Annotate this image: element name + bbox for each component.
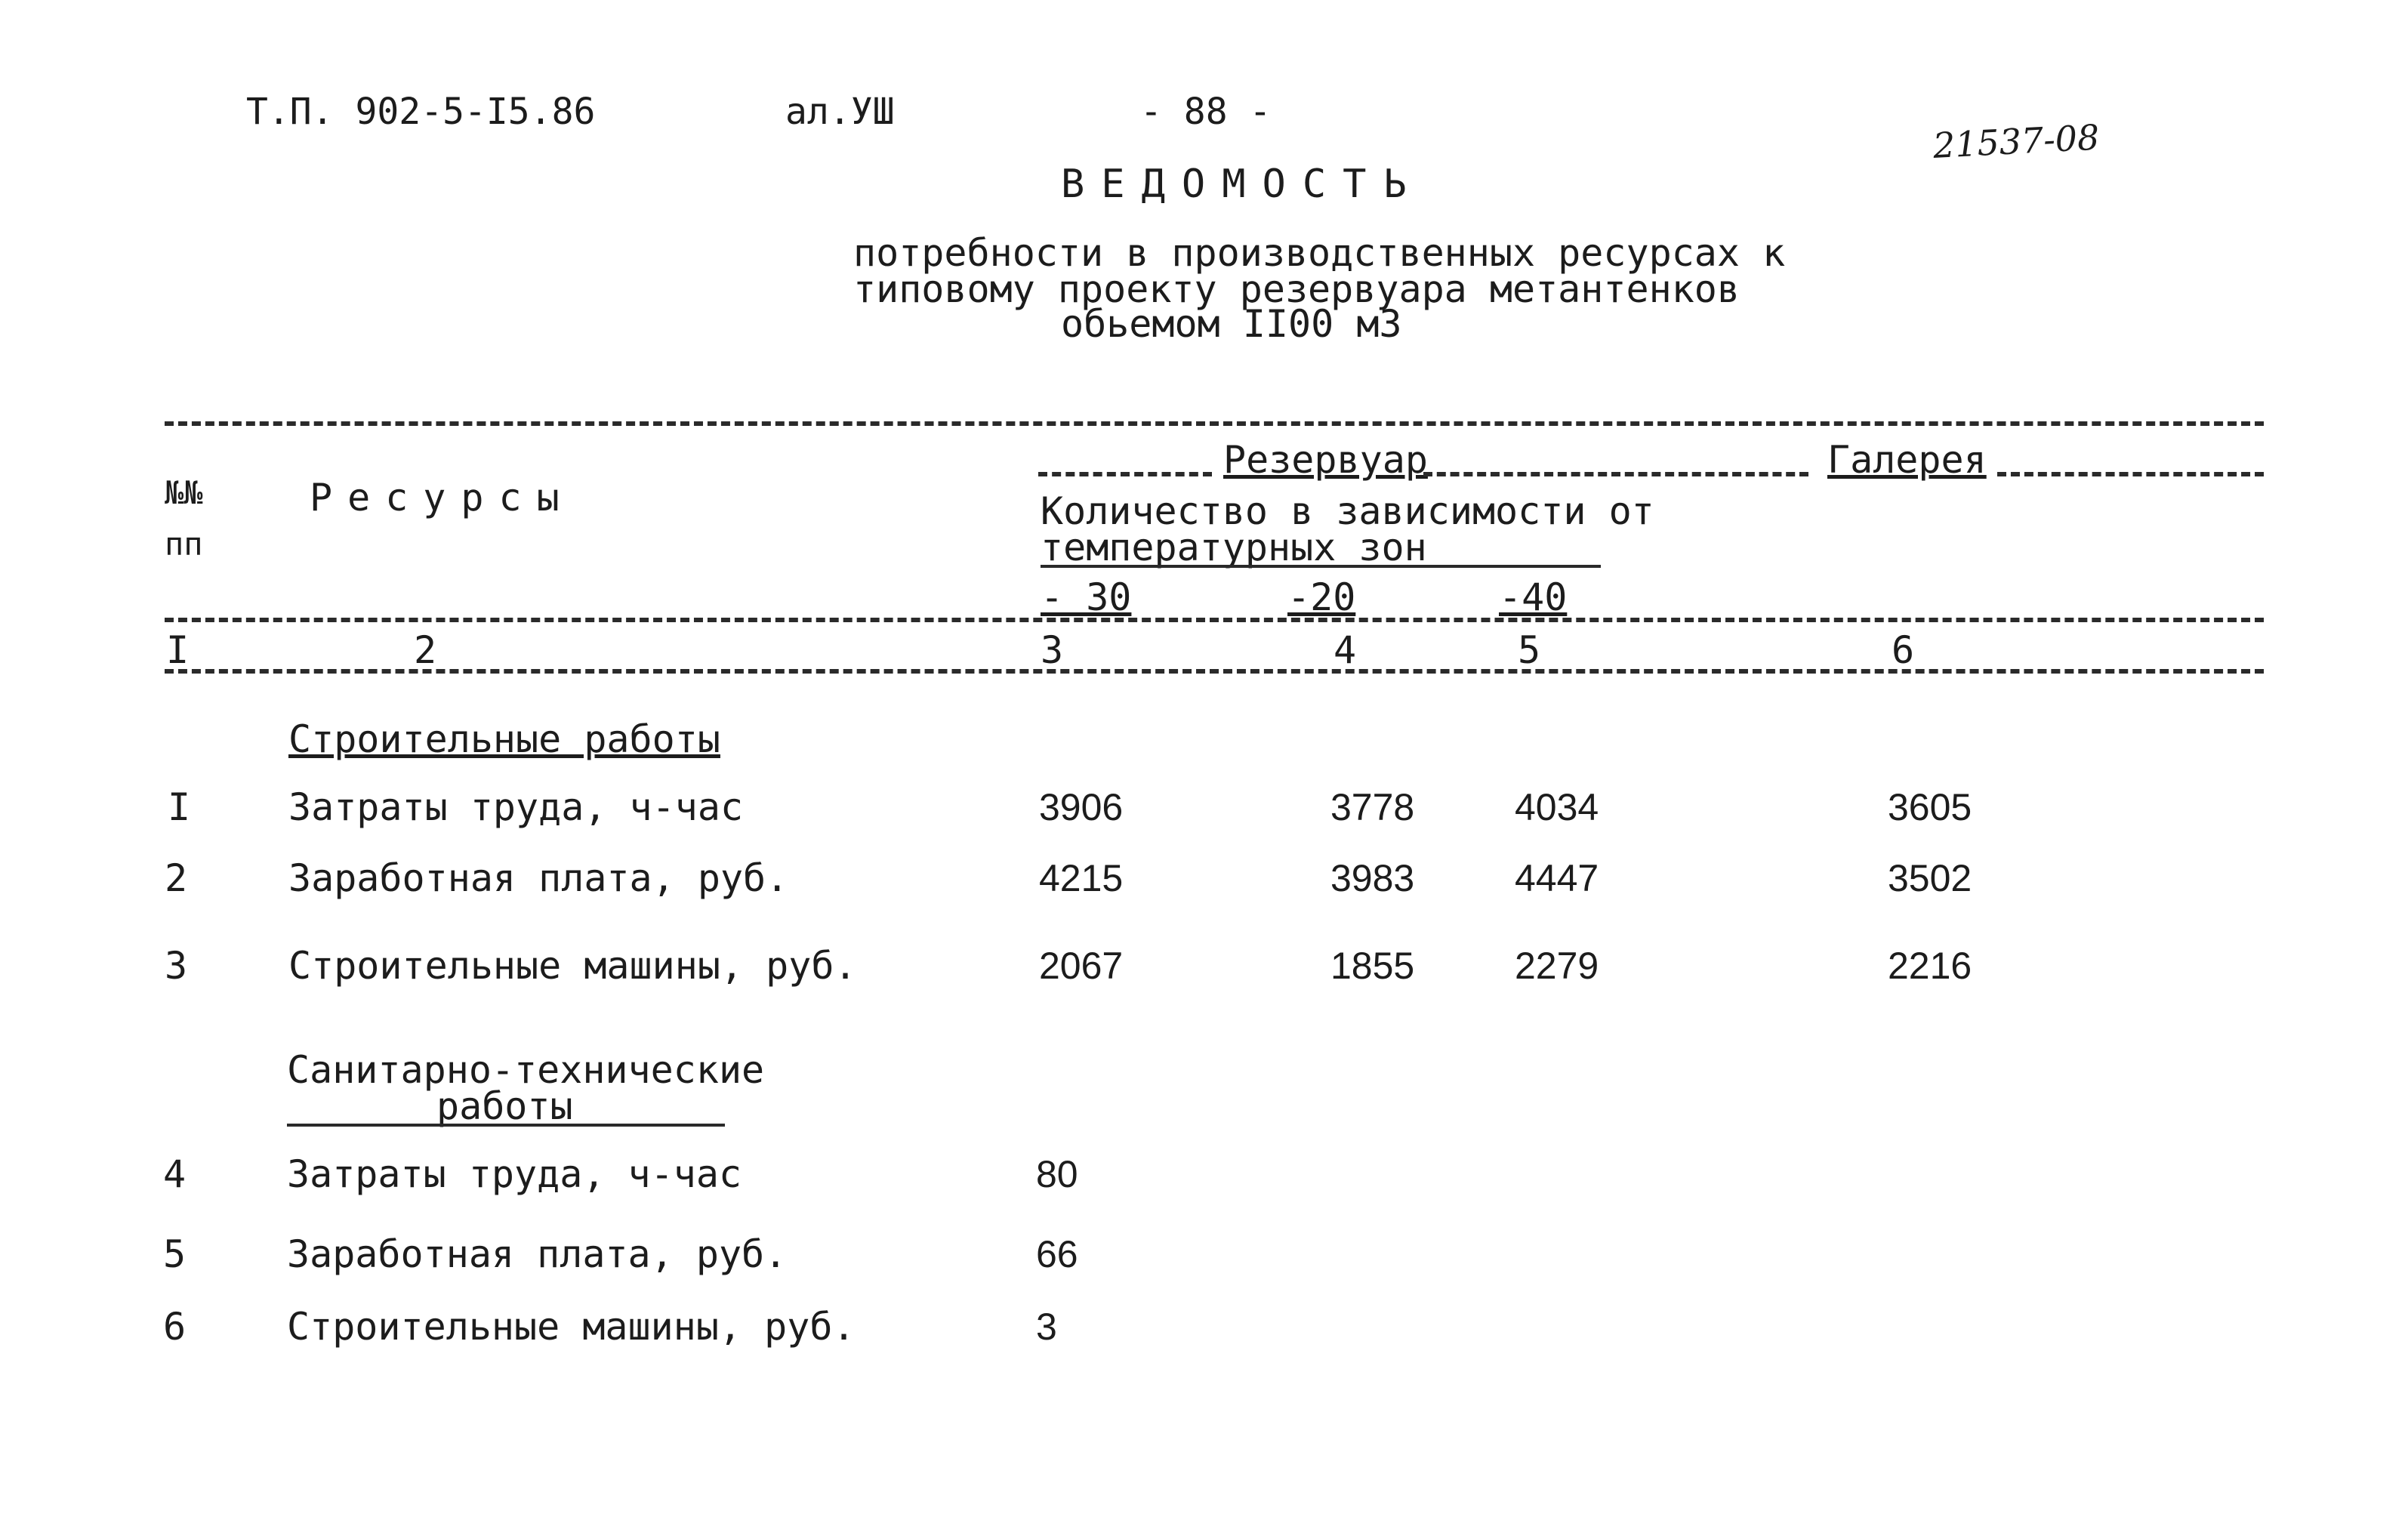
row-value-minus-40: 2279 (1515, 945, 1599, 987)
quantity-label-2: температурных зон (1041, 526, 1427, 569)
document-title: ВЕДОМОСТЬ (1061, 162, 1423, 207)
section-title-line-1: Санитарно-технические (287, 1048, 765, 1092)
row-number: 5 (163, 1232, 187, 1276)
row-value-minus-30: 3 (1036, 1306, 1057, 1348)
row-value-minus-20: 3778 (1330, 786, 1415, 828)
row-value-minus-20: 3983 (1330, 857, 1415, 899)
zone-minus-40: -40 (1499, 575, 1568, 619)
row-value-minus-30: 2067 (1039, 945, 1124, 987)
col-number-4: 4 (1333, 628, 1357, 672)
row-value-gallery: 3502 (1888, 857, 1972, 899)
row-number: 6 (163, 1305, 187, 1349)
group-gallery-label: Галерея (1827, 438, 1987, 482)
quantity-underline (1041, 565, 1601, 568)
header-bottom-rule (165, 669, 2264, 674)
section-title-underline (287, 1124, 725, 1127)
page-number: - 88 - (1140, 91, 1272, 133)
row-value-minus-40: 4034 (1515, 786, 1599, 828)
row-value-minus-20: 1855 (1330, 945, 1415, 987)
row-number: 4 (163, 1152, 187, 1196)
section-title-line-2: работы (436, 1084, 573, 1128)
handwritten-number: 21537-08 (1932, 116, 2101, 166)
col-number-5: 5 (1518, 628, 1541, 672)
row-value-minus-30: 66 (1036, 1233, 1078, 1275)
row-number: I (168, 785, 191, 829)
row-name: Строительные машины, руб. (288, 944, 857, 988)
col-number-2: 2 (414, 628, 437, 672)
subtitle-line-1: потребности в производственных ресурсах к (853, 231, 1786, 275)
row-value-minus-30: 4215 (1039, 857, 1124, 899)
col-number-3: 3 (1041, 628, 1064, 672)
zone-minus-20: -20 (1287, 575, 1356, 619)
row-value-minus-40: 4447 (1515, 857, 1599, 899)
col-no-label-2: пп (165, 526, 203, 563)
section-title: Строительные работы (288, 717, 720, 761)
row-name: Затраты труда, ч-час (287, 1152, 742, 1196)
reservoir-rule-left (1038, 472, 1212, 476)
col-number-1: I (166, 628, 190, 672)
reservoir-rule-right (1423, 472, 1808, 476)
subtitle-line-3: обьемом II00 м3 (1061, 302, 1402, 346)
row-value-minus-30: 3906 (1039, 786, 1124, 828)
document-code: Т.П. 902-5-I5.86 (246, 91, 596, 133)
header-mid-rule (165, 618, 2264, 622)
album-label: ал.УШ (785, 91, 895, 133)
row-number: 3 (165, 944, 188, 988)
col-number-6: 6 (1892, 628, 1915, 672)
row-name: Заработная плата, руб. (287, 1232, 788, 1276)
row-name: Строительные машины, руб. (287, 1305, 856, 1349)
row-number: 2 (165, 856, 188, 900)
gallery-rule-right (1997, 472, 2264, 476)
quantity-label-1: Количество в зависимости от (1041, 489, 1654, 533)
group-reservoir-label: Резервуар (1223, 438, 1428, 482)
table-top-rule (165, 421, 2264, 426)
row-value-gallery: 2216 (1888, 945, 1972, 987)
row-name: Заработная плата, руб. (288, 856, 789, 900)
row-value-minus-30: 80 (1036, 1153, 1078, 1195)
row-name: Затраты труда, ч-час (288, 785, 744, 829)
col-resources-label: Ресурсы (310, 476, 575, 520)
col-no-label-1: №№ (165, 474, 203, 511)
subtitle-line-2: типовому проекту резервуара метантенков (853, 267, 1740, 311)
zone-minus-30: - 30 (1041, 575, 1132, 619)
row-value-gallery: 3605 (1888, 786, 1972, 828)
